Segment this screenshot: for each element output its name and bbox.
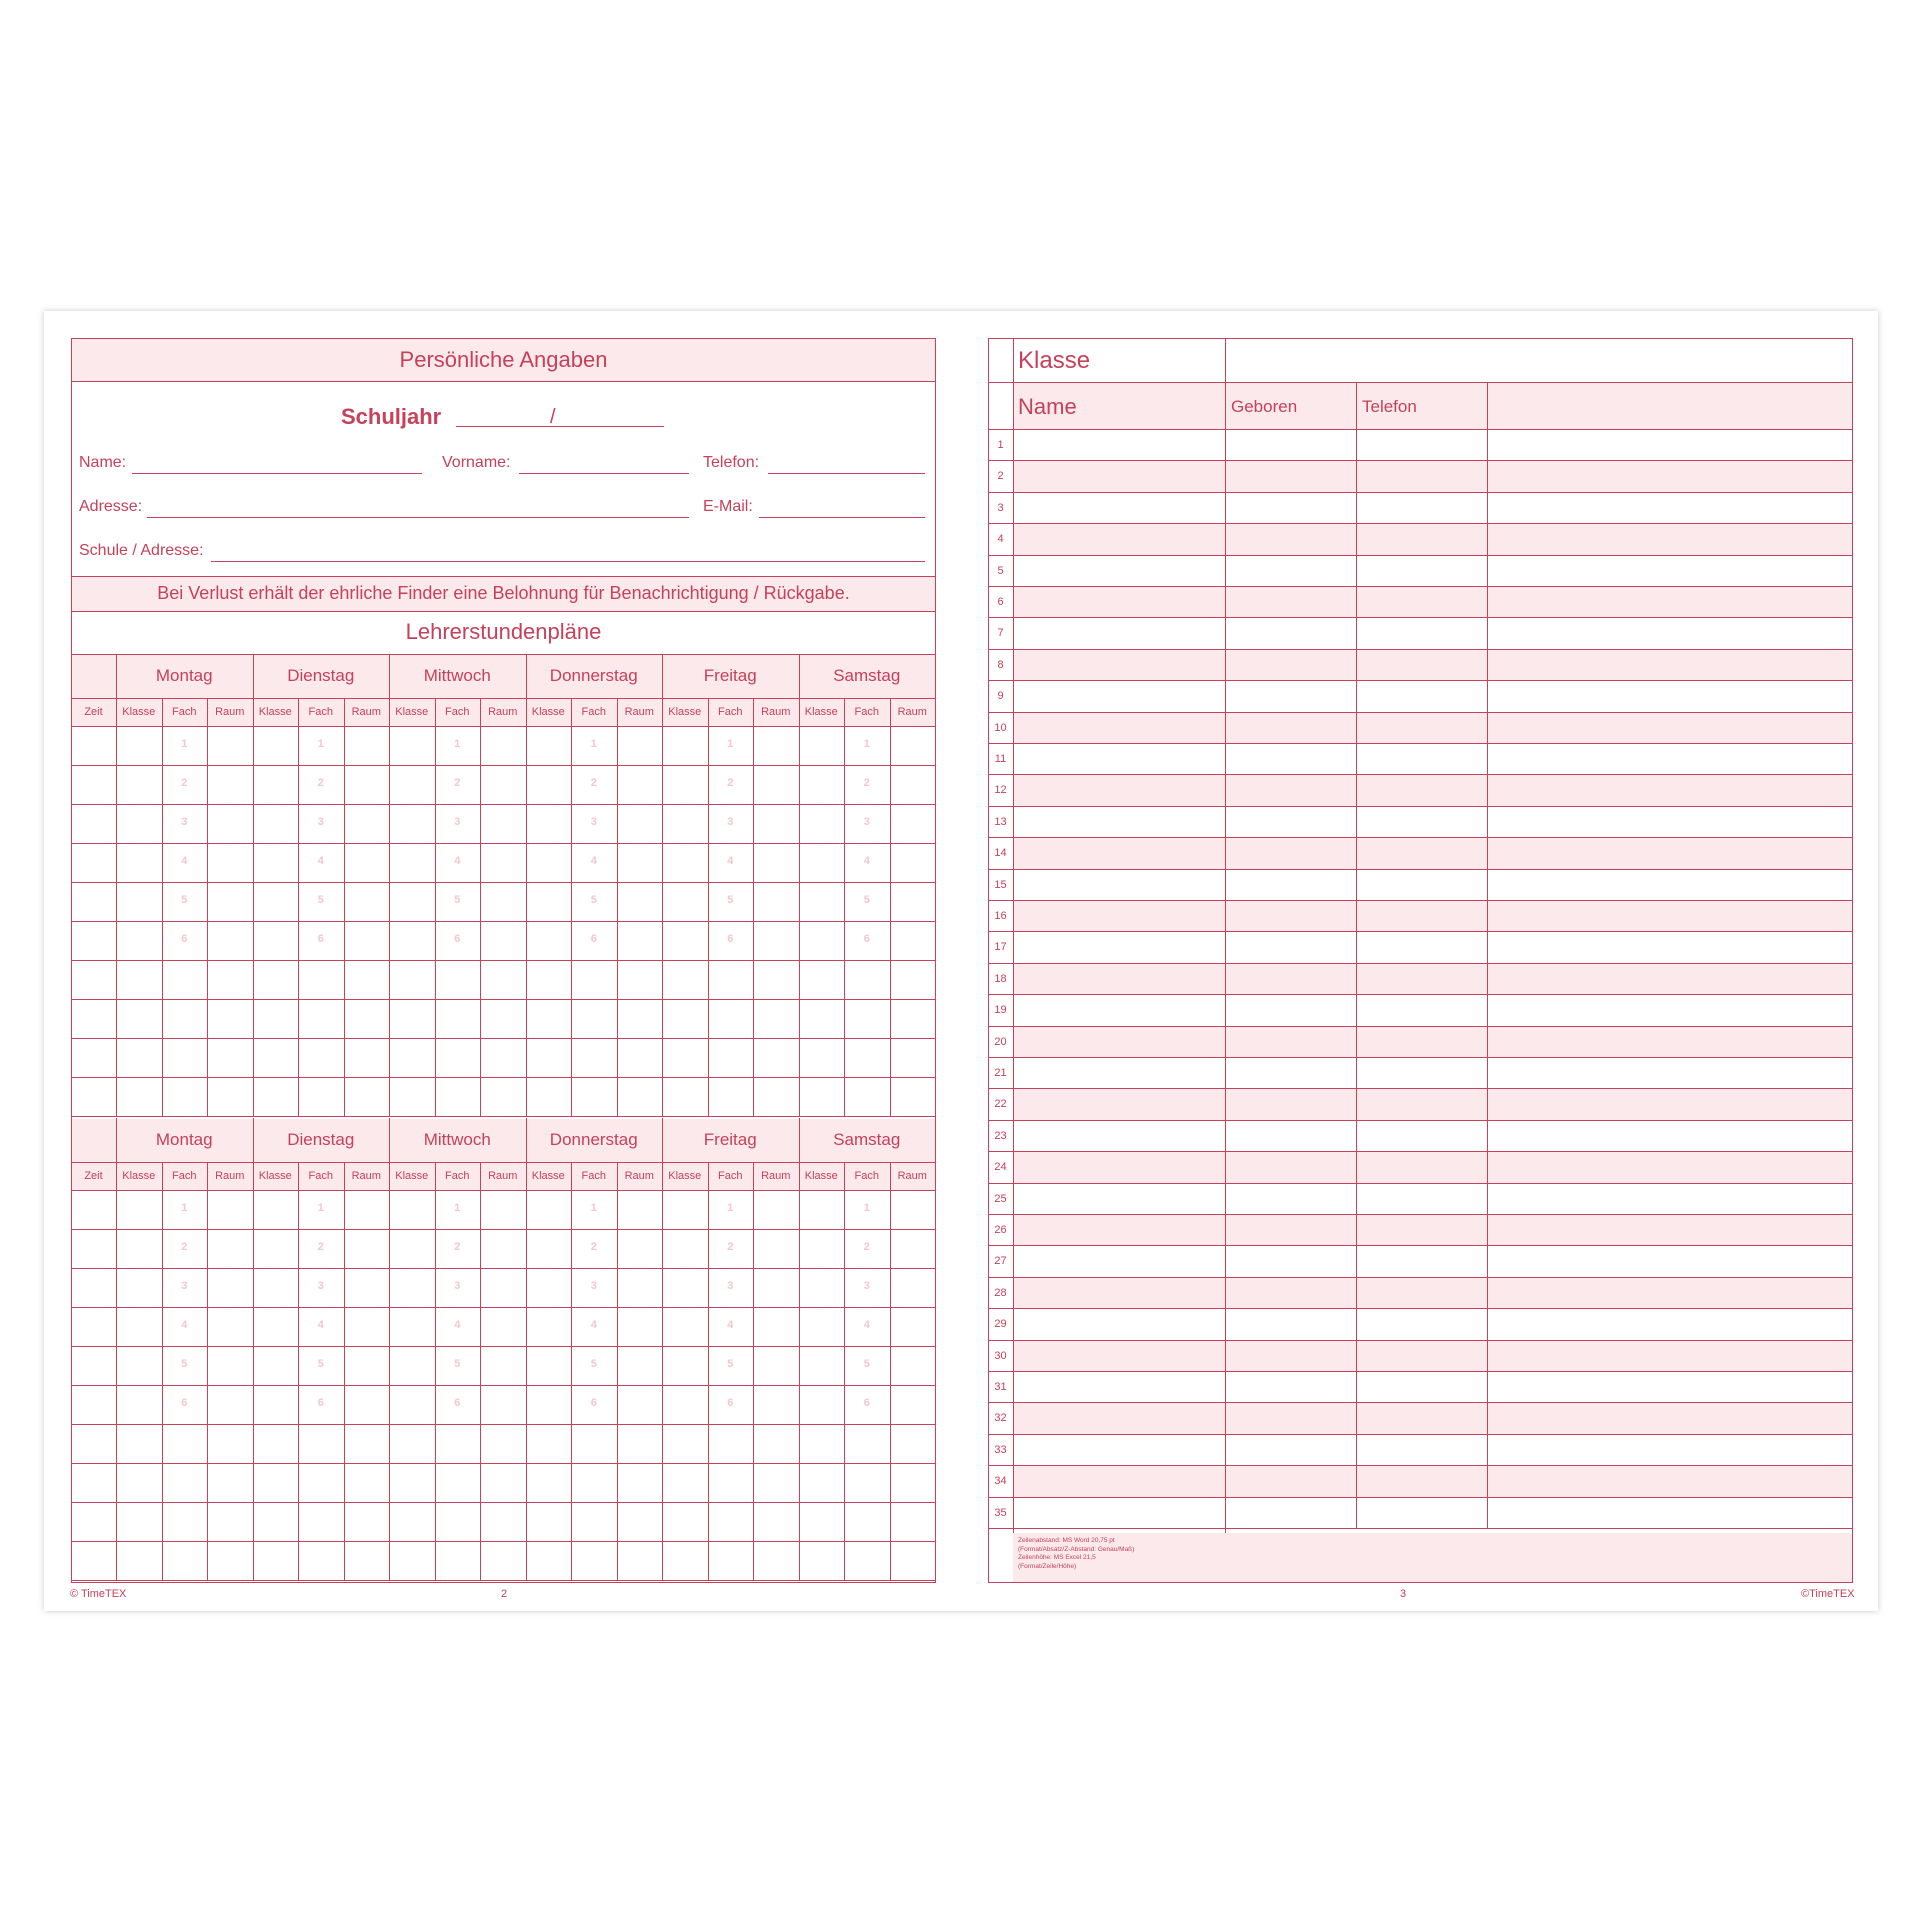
row-number: 10 <box>994 721 1007 734</box>
lesson-number: 3 <box>863 1280 870 1292</box>
lesson-number: 2 <box>590 1241 597 1253</box>
lesson-number: 5 <box>590 1358 597 1370</box>
sub-column-header: Klasse <box>395 1170 429 1182</box>
lesson-number: 6 <box>590 933 597 945</box>
row-number: 28 <box>994 1286 1007 1299</box>
page-title: Persönliche Angaben <box>399 347 608 372</box>
sub-column-header: Raum <box>897 706 927 718</box>
sub-column-header: Raum <box>351 1170 381 1182</box>
lesson-number: 3 <box>590 1280 597 1292</box>
lesson-number: 4 <box>863 855 870 867</box>
lesson-number: 3 <box>727 1280 734 1292</box>
sub-column-header: Fach <box>581 706 606 718</box>
lesson-number: 6 <box>454 1397 461 1409</box>
lesson-number: 3 <box>590 816 597 828</box>
lesson-number: 5 <box>454 894 461 906</box>
lesson-number: 2 <box>863 1241 870 1253</box>
vorname-label: Vorname: <box>442 454 511 471</box>
reward-notice: Bei Verlust erhält der ehrliche Finder eine Belohnung für Benachrichtigung / Rückgabe. <box>157 583 850 603</box>
left-page <box>44 311 961 1611</box>
lesson-number: 1 <box>454 738 461 750</box>
row-number: 23 <box>994 1129 1007 1142</box>
lesson-number: 6 <box>317 1397 324 1409</box>
sub-column-header: Fach <box>445 1170 470 1182</box>
row-number: 26 <box>994 1224 1007 1236</box>
row-number: 4 <box>997 533 1004 546</box>
day-header: Montag <box>155 1130 213 1149</box>
sub-column-header: Fach <box>172 1170 197 1182</box>
sub-column-header: Klasse <box>258 1170 292 1182</box>
lesson-number: 4 <box>181 855 188 867</box>
sub-column-header: Klasse <box>122 1170 156 1182</box>
lesson-number: 4 <box>317 1319 324 1331</box>
row-number: 29 <box>994 1318 1007 1331</box>
page-number: 3 <box>1399 1588 1407 1600</box>
lesson-number: 5 <box>317 1358 324 1370</box>
day-header: Mittwoch <box>423 1130 491 1149</box>
lesson-number: 1 <box>317 1202 324 1214</box>
lesson-number: 1 <box>181 1202 188 1214</box>
lesson-number: 3 <box>181 816 188 828</box>
row-number: 30 <box>994 1349 1007 1362</box>
sub-column-header: Fach <box>854 1170 879 1182</box>
sub-column-header: Klasse <box>531 706 565 718</box>
right-frame <box>988 338 1853 1583</box>
lesson-number: 5 <box>863 894 870 906</box>
row-number: 5 <box>997 564 1004 577</box>
lesson-number: 4 <box>727 855 734 867</box>
schuljahr-separator: / <box>550 406 556 428</box>
sub-column-header: Raum <box>351 706 381 718</box>
lesson-number: 2 <box>181 777 188 789</box>
row-number: 35 <box>994 1506 1007 1519</box>
lesson-number: 4 <box>863 1319 870 1331</box>
day-header: Freitag <box>703 1130 757 1149</box>
lesson-number: 3 <box>317 1280 324 1292</box>
sub-column-header: Fach <box>308 1170 333 1182</box>
footer-copyright: ©TimeTEX <box>1801 1588 1855 1600</box>
lesson-number: 4 <box>454 1319 461 1331</box>
lesson-number: 5 <box>727 894 734 906</box>
lesson-number: 1 <box>727 1202 734 1214</box>
sub-column-header: Raum <box>624 1170 654 1182</box>
row-number: 31 <box>994 1381 1007 1393</box>
lesson-number: 2 <box>590 777 597 789</box>
lesson-number: 6 <box>863 933 870 945</box>
sub-column-header: Fach <box>718 706 743 718</box>
lesson-number: 1 <box>317 738 324 750</box>
sub-column-header: Raum <box>761 1170 791 1182</box>
lesson-number: 4 <box>454 855 461 867</box>
column-geboren: Geboren <box>1231 397 1298 416</box>
lesson-number: 2 <box>727 1241 734 1253</box>
day-header: Dienstag <box>287 666 355 685</box>
day-header: Samstag <box>833 1130 901 1149</box>
sub-column-header: Klasse <box>395 706 429 718</box>
lesson-number: 2 <box>454 777 461 789</box>
sub-column-header: Fach <box>445 706 470 718</box>
lesson-number: 3 <box>181 1280 188 1292</box>
sub-column-header: Raum <box>624 706 654 718</box>
row-number: 21 <box>994 1067 1007 1079</box>
day-header: Donnerstag <box>549 666 638 685</box>
row-number: 9 <box>997 690 1004 703</box>
row-number: 16 <box>994 910 1007 922</box>
row-number: 13 <box>994 815 1007 828</box>
lesson-number: 5 <box>727 1358 734 1370</box>
column-name: Name <box>1018 394 1077 419</box>
name-label: Name: <box>79 454 127 471</box>
lesson-number: 3 <box>454 816 461 828</box>
sub-column-header: Klasse <box>668 1170 702 1182</box>
row-number: 17 <box>994 941 1007 954</box>
lesson-number: 1 <box>590 738 597 750</box>
layout-note: Zeilenabstand: MS Word 20,75 pt (Format/Absatz/Z-Abstand: Genau/Maß) Zeilenhöhe: MS Excel 21,5 (Format/Zeile/Höhe) <box>1018 1537 1135 1570</box>
sub-column-header: Raum <box>761 706 791 718</box>
row-number: 33 <box>994 1443 1007 1456</box>
lesson-number: 6 <box>590 1397 597 1409</box>
lesson-number: 4 <box>727 1319 734 1331</box>
lesson-number: 1 <box>454 1202 461 1214</box>
schuljahr-label: Schuljahr <box>341 404 442 429</box>
schule-adresse-label: Schule / Adresse: <box>79 542 204 559</box>
lesson-number: 2 <box>317 777 324 789</box>
sub-column-header: Klasse <box>804 706 838 718</box>
lesson-number: 2 <box>863 777 870 789</box>
row-number: 22 <box>994 1098 1007 1111</box>
day-header: Mittwoch <box>423 666 491 685</box>
telefon-label: Telefon: <box>703 454 760 471</box>
lesson-number: 3 <box>863 816 870 828</box>
row-number: 27 <box>994 1255 1007 1268</box>
lesson-number: 5 <box>317 894 324 906</box>
lesson-number: 3 <box>454 1280 461 1292</box>
row-number: 25 <box>994 1192 1007 1205</box>
sub-column-header: Raum <box>215 1170 245 1182</box>
row-number: 7 <box>997 627 1004 640</box>
row-number: 12 <box>994 784 1007 797</box>
timetable-title: Lehrerstundenpläne <box>405 619 602 644</box>
lesson-number: 3 <box>727 816 734 828</box>
lesson-number: 4 <box>590 855 597 867</box>
lesson-number: 6 <box>863 1397 870 1409</box>
lesson-number: 2 <box>727 777 734 789</box>
row-number: 2 <box>997 470 1004 483</box>
column-telefon: Telefon <box>1362 397 1417 416</box>
lesson-number: 5 <box>454 1358 461 1370</box>
day-header: Dienstag <box>287 1130 355 1149</box>
row-number: 34 <box>994 1475 1007 1488</box>
sub-column-header: Raum <box>488 1170 518 1182</box>
lesson-number: 5 <box>863 1358 870 1370</box>
row-number: 15 <box>994 878 1007 891</box>
lesson-number: 1 <box>863 1202 870 1214</box>
lesson-number: 1 <box>590 1202 597 1214</box>
day-header: Samstag <box>833 666 901 685</box>
row-number: 6 <box>997 596 1004 608</box>
lesson-number: 6 <box>181 1397 188 1409</box>
lesson-number: 4 <box>317 855 324 867</box>
sub-column-header: Klasse <box>668 706 702 718</box>
sub-column-header: Klasse <box>531 1170 565 1182</box>
day-header: Montag <box>155 666 213 685</box>
page-number: 2 <box>500 1588 508 1600</box>
sub-column-header: Klasse <box>804 1170 838 1182</box>
lesson-number: 5 <box>590 894 597 906</box>
row-number: 14 <box>994 847 1007 860</box>
row-number: 8 <box>997 658 1004 671</box>
sub-column-header: Fach <box>718 1170 743 1182</box>
sub-column-header: Fach <box>854 706 879 718</box>
lesson-number: 2 <box>317 1241 324 1253</box>
row-number: 19 <box>994 1004 1007 1017</box>
lesson-number: 6 <box>727 1397 734 1409</box>
footer-copyright: © TimeTEX <box>70 1588 127 1600</box>
sub-column-header: Klasse <box>122 706 156 718</box>
lesson-number: 6 <box>727 933 734 945</box>
sub-column-header: Raum <box>488 706 518 718</box>
email-label: E-Mail: <box>703 498 753 515</box>
row-number: 11 <box>994 753 1007 765</box>
lesson-number: 6 <box>454 933 461 945</box>
row-number: 20 <box>994 1035 1007 1048</box>
lesson-number: 5 <box>181 894 188 906</box>
notebook-spread <box>44 311 1878 1611</box>
lesson-number: 5 <box>181 1358 188 1370</box>
right-page <box>961 311 1878 1611</box>
sub-column-header: Fach <box>581 1170 606 1182</box>
lesson-number: 4 <box>181 1319 188 1331</box>
sub-column-header: Raum <box>897 1170 927 1182</box>
lesson-number: 2 <box>181 1241 188 1253</box>
sub-column-header: Fach <box>172 706 197 718</box>
lesson-number: 3 <box>317 816 324 828</box>
sub-column-header: Klasse <box>258 706 292 718</box>
sub-column-header: Raum <box>215 706 245 718</box>
adresse-label: Adresse: <box>79 498 143 515</box>
lesson-number: 6 <box>181 933 188 945</box>
lesson-number: 4 <box>590 1319 597 1331</box>
klasse-label: Klasse <box>1018 347 1091 374</box>
row-number: 18 <box>994 972 1007 985</box>
lesson-number: 1 <box>863 738 870 750</box>
left-frame <box>71 338 936 1583</box>
row-number: 3 <box>997 501 1004 514</box>
day-header: Donnerstag <box>549 1130 638 1149</box>
zeit-label: Zeit <box>84 706 103 718</box>
lesson-number: 1 <box>181 738 188 750</box>
zeit-label: Zeit <box>84 1170 103 1182</box>
row-number: 24 <box>994 1161 1007 1174</box>
row-number: 32 <box>994 1412 1007 1425</box>
lesson-number: 2 <box>454 1241 461 1253</box>
row-number: 1 <box>997 439 1004 451</box>
day-header: Freitag <box>703 666 757 685</box>
lesson-number: 6 <box>317 933 324 945</box>
sub-column-header: Fach <box>308 706 333 718</box>
lesson-number: 1 <box>727 738 734 750</box>
